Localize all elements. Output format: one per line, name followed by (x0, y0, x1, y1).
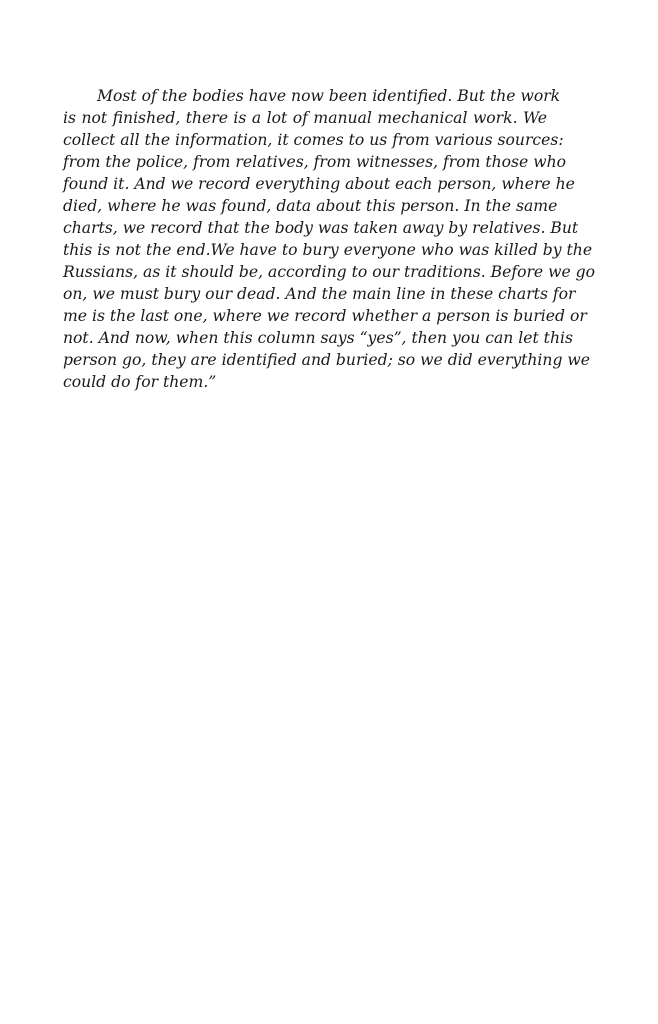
paragraph-line: collect all the information, it comes to us from various sources: (63, 131, 564, 149)
quote-paragraph (63, 85, 596, 393)
paragraph-line: is not finished, there is a lot of manual mechanical work. We (63, 109, 547, 127)
paragraph-line: died, where he was found, data about this person. In the same (63, 197, 558, 215)
paragraph-line: from the police, from relatives, from witnesses, from those who (63, 153, 567, 171)
paragraph-line: Russians, as it should be, according to our traditions. Before we go (63, 263, 596, 281)
paragraph-line: Most of the bodies have now been identified. But the work (97, 87, 561, 105)
paragraph-line: me is the last one, where we record whether a person is buried or (63, 307, 587, 325)
paragraph-line: this is not the end.We have to bury everyone who was killed by the (63, 241, 593, 259)
paragraph-line: on, we must bury our dead. And the main line in these charts for (63, 285, 576, 303)
paragraph-line: charts, we record that the body was taken away by relatives. But (63, 219, 579, 237)
paragraph-line: not. And now, when this column says “yes”, then you can let this (63, 329, 573, 347)
paragraph-line: person go, they are identified and buried; so we did everything we (63, 351, 590, 369)
paragraph-line: found it. And we record everything about each person, where he (63, 175, 575, 193)
paragraph-line: could do for them.” (63, 373, 217, 391)
